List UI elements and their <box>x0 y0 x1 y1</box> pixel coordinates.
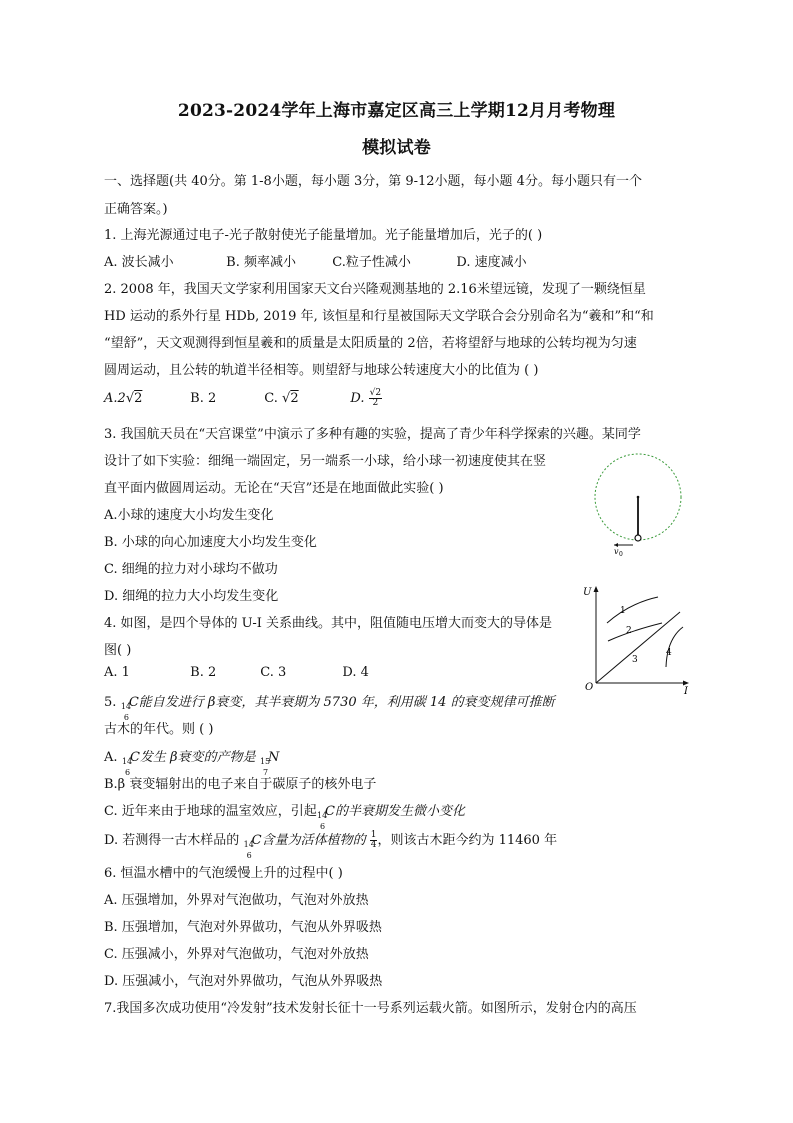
q4-option-b: B. 2 <box>190 665 217 680</box>
q1-option-c: C.粒子性减小 <box>332 255 411 270</box>
q5-option-d-fraction: $\frac{1}{4}$ <box>370 830 377 850</box>
q4-line1: 4. 如图，是四个导体的 U-I 关系曲线。其中，阻值随电压增大而变大的导体是 <box>104 616 553 631</box>
q7-stem: 7.我国多次成功使用“冷发射”技术发射长征十一号系列运载火箭。如图所示，发射仓内的高压 <box>104 1001 637 1016</box>
q6-option-c: C. 压强减小，外界对气泡做功，气泡对外放热 <box>104 947 369 962</box>
sqrt-icon: √ <box>125 391 135 406</box>
q2-line4: 圆周运动，且公转的轨道半径相等。则望舒与地球公转速度大小的比值为 ( ) <box>104 363 539 378</box>
q3-line1: 3. 我国航天员在“天宫课堂”中演示了多种有趣的实验，提高了青少年科学探索的兴趣。某同学 <box>104 427 641 442</box>
q3-velocity-subscript: 0 <box>619 551 623 558</box>
arrow-right-icon <box>683 681 689 686</box>
q3-circle-figure <box>592 448 688 558</box>
q3-option-a: A.小球的速度大小均发生变化 <box>104 508 274 523</box>
q4-curve-4-label: 4 <box>666 648 672 658</box>
q1-option-a: A. 波长减小 <box>104 255 174 270</box>
q4-curve-2-label: 2 <box>626 626 632 636</box>
q2-option-d-denominator: 2 <box>372 398 379 408</box>
q2-options <box>104 389 382 408</box>
q4-line-3-label: 3 <box>632 655 638 665</box>
q2-option-d-label: D. <box>350 391 365 406</box>
q3-velocity-label: v <box>614 547 619 556</box>
exam-title-line1: 2023-2024学年上海市嘉定区高三上学期12月月考物理 <box>177 101 616 121</box>
q2-line1: 2. 2008 年，我国天文学家利用国家天文台兴隆观测基地的 2.16米望远镜，发现了一颗绕恒星 <box>104 282 646 297</box>
arrow-up-icon <box>594 586 599 592</box>
q3-ball <box>635 535 641 541</box>
q3-option-d: D. 细绳的拉力大小均发生变化 <box>104 589 279 604</box>
q4-origin-label: O <box>585 682 594 693</box>
q5-line2: 古木的年代。则 ( ) <box>104 722 214 737</box>
sqrt-icon: √ <box>282 391 291 406</box>
q1-stem: 1. 上海光源通过电子-光子散射使光子能量增加。光子能量增加后，光子的( ) <box>104 228 543 243</box>
q1-option-d: D. 速度减小 <box>456 255 527 270</box>
q2-line3: “望舒”，天文观测得到恒星羲和的质量是太阳质量的 2倍，若将望舒与地球的公转均视为匀速 <box>104 336 637 351</box>
q2-option-c <box>264 391 346 406</box>
q1-options <box>104 251 527 270</box>
q2-option-a-label: A. <box>104 391 118 406</box>
q3-line2: 设计了如下实验：细绳一端固定，另一端系一小球，给小球一初速度使其在竖 <box>104 454 547 469</box>
q5-number: 5. <box>104 695 117 710</box>
q2-option-a-value: 2 <box>117 391 126 406</box>
q1-option-b: B. 频率减小 <box>226 255 296 270</box>
q2-option-a <box>104 391 186 406</box>
q2-option-b: B. 2 <box>190 391 217 406</box>
section-header-line1: 一、选择题(共 40分。第 1-8小题，每小题 3分，第 9-12小题，每小题 4分。每小题只有一个 <box>104 174 642 189</box>
q4-option-a: A. 1 <box>104 665 130 680</box>
q2-option-c-radicand: 2 <box>290 391 299 406</box>
q5-option-a: A. 14 6 C发生 β衰变的产物是 15 7 N <box>104 750 280 777</box>
q2-option-d-fraction <box>369 389 382 408</box>
q6-stem: 6. 恒温水槽中的气泡缓慢上升的过程中( ) <box>104 866 343 881</box>
q6-option-b: B. 压强增加，气泡对外界做功，气泡从外界吸热 <box>104 920 382 935</box>
q4-curve-2 <box>608 623 662 641</box>
q5-line1: 5. 14 6 C能自发进行 β衰变，其半衰期为 5730 年，利用碳 14 的衰变规律可推断 <box>104 695 555 722</box>
q4-curve-4 <box>666 627 683 667</box>
q4-axis-u-label: U <box>583 587 592 598</box>
q5-option-d: D. 若测得一古木样品的 14 6 C含量为活体植物的 $\frac{1}{4}$，则该古木距今约为 11460 年 <box>104 830 558 860</box>
q2-option-a-radicand: 2 <box>134 391 143 406</box>
q5-option-b: B.β 衰变辐射出的电子来自于碳原子的核外电子 <box>104 777 377 792</box>
exam-title-line2: 模拟试卷 <box>362 138 431 158</box>
q6-option-d: D. 压强减小，气泡对外界做功，气泡从外界吸热 <box>104 974 383 989</box>
q4-line2: 图( ) <box>104 643 132 658</box>
q4-options <box>104 665 369 680</box>
q4-curve-1-label: 1 <box>620 606 626 616</box>
q3-option-c: C. 细绳的拉力对小球均不做功 <box>104 562 278 577</box>
q4-axis-i-label: I <box>684 686 688 695</box>
q3-option-b: B. 小球的向心加速度大小均发生变化 <box>104 535 317 550</box>
section-header-line2: 正确答案。) <box>104 202 168 217</box>
q6-option-a: A. 压强增加，外界对气泡做功，气泡对外放热 <box>104 893 369 908</box>
q2-option-c-label: C. <box>264 391 278 406</box>
q4-option-d: D. 4 <box>342 665 369 680</box>
q2-option-d-radicand: 2 <box>375 388 382 398</box>
sqrt-icon: √ <box>369 388 376 398</box>
q4-curve-1 <box>607 597 658 623</box>
q2-line2: HD 运动的系外行星 HDb, 2019 年, 该恒星和行星被国际天文学联合会分别命名为“羲和”和“和 <box>104 309 654 324</box>
q5-line1-text: C能自发进行 β衰变，其半衰期为 5730 年，利用碳 14 的衰变规律可推断 <box>128 695 555 710</box>
q4-option-c: C. 3 <box>260 665 287 680</box>
q4-ui-graph <box>580 583 696 695</box>
q2-option-d <box>350 389 382 408</box>
q5-option-c: C. 近年来由于地球的温室效应，引起 14 6 C的半衰期发生微小变化 <box>104 804 465 831</box>
q3-line3: 直平面内做圆周运动。无论在“天宫”还是在地面做此实验( ) <box>104 481 444 496</box>
